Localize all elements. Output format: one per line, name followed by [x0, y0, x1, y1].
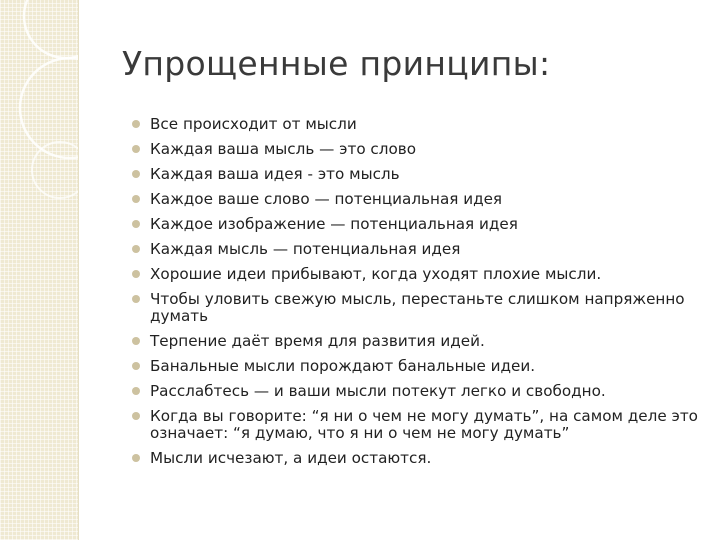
bullet-item [132, 266, 707, 283]
bullet-item [132, 166, 707, 183]
bullet-item [132, 333, 707, 350]
bullet-text: Расслабтесь — и ваши мысли потекут легко и свободно. [150, 382, 606, 400]
bullet-dot-icon [132, 170, 140, 178]
bullet-dot-icon [132, 220, 140, 228]
decorative-side-band [0, 0, 79, 540]
bullet-item [132, 216, 707, 233]
bullet-text: Хорошие идеи прибывают, когда уходят плохие мысли. [150, 265, 602, 283]
bullet-text: Чтобы уловить свежую мысль, перестаньте слишком напряженно думать [150, 290, 685, 325]
bullet-dot-icon [132, 454, 140, 462]
bullet-text: Терпение даёт время для развития идей. [150, 332, 485, 350]
bullet-text: Каждое изображение — потенциальная идея [150, 215, 518, 233]
bullet-item [132, 408, 707, 442]
bullet-text: Все происходит от мысли [150, 115, 357, 133]
bullet-item [132, 450, 707, 467]
bullet-text: Когда вы говорите: “я ни о чем не могу думать”, на самом деле это означает: “я думаю, что я ни о чем не могу думать” [150, 407, 698, 442]
bullet-dot-icon [132, 295, 140, 303]
bullet-item [132, 141, 707, 158]
bullet-text: Каждая ваша мысль — это слово [150, 140, 417, 158]
bullet-item [132, 383, 707, 400]
bullet-item [132, 358, 707, 375]
bullet-item [132, 291, 707, 325]
bullet-item [132, 191, 707, 208]
bullet-dot-icon [132, 195, 140, 203]
decorative-circles [0, 0, 78, 540]
bullet-text: Каждая мысль — потенциальная идея [150, 240, 461, 258]
bullet-item [132, 241, 707, 258]
bullet-list [132, 116, 707, 475]
bullet-dot-icon [132, 245, 140, 253]
bullet-dot-icon [132, 270, 140, 278]
bullet-text: Банальные мысли порождают банальные идеи. [150, 357, 536, 375]
bullet-item [132, 116, 707, 133]
bullet-dot-icon [132, 387, 140, 395]
bullet-text: Каждое ваше слово — потенциальная идея [150, 190, 503, 208]
bullet-dot-icon [132, 337, 140, 345]
bullet-text: Каждая ваша идея - это мысль [150, 165, 400, 183]
bullet-dot-icon [132, 412, 140, 420]
slide-title: Упрощенные принципы: [122, 44, 551, 83]
bullet-text: Мысли исчезают, а идеи остаются. [150, 449, 432, 467]
bullet-dot-icon [132, 145, 140, 153]
bullet-dot-icon [132, 362, 140, 370]
bullet-dot-icon [132, 120, 140, 128]
